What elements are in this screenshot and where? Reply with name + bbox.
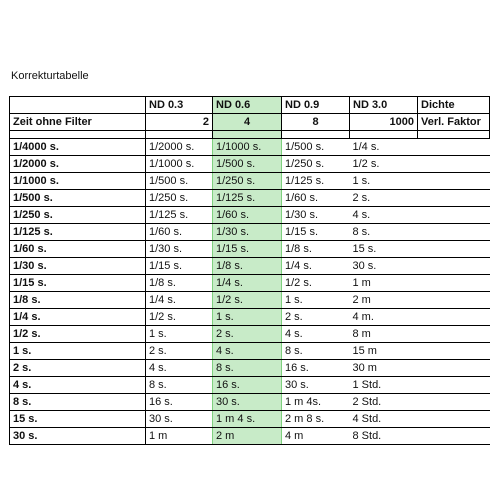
- time-cell: 2 s.: [10, 360, 146, 377]
- header-cell: Zeit ohne Filter: [10, 114, 146, 131]
- table-row: [10, 428, 490, 445]
- value-cell: 1/125 s.: [213, 190, 282, 207]
- value-cell: [418, 224, 490, 241]
- value-cell: 30 m: [350, 360, 418, 377]
- time-cell: 1/250 s.: [10, 207, 146, 224]
- table-row: [10, 360, 490, 377]
- value-cell: 2 s.: [282, 309, 350, 326]
- header-cell: 4: [213, 114, 282, 131]
- value-cell: 1/60 s.: [282, 190, 350, 207]
- value-cell: 2 s.: [146, 343, 213, 360]
- time-cell: 4 s.: [10, 377, 146, 394]
- correction-table-container: [9, 96, 489, 445]
- value-cell: 1 s.: [282, 292, 350, 309]
- value-cell: 1/2 s.: [350, 156, 418, 173]
- value-cell: 1/4 s.: [282, 258, 350, 275]
- value-cell: 1/60 s.: [146, 224, 213, 241]
- value-cell: 30 s.: [282, 377, 350, 394]
- header-cell: 2: [146, 114, 213, 131]
- value-cell: 1/500 s.: [146, 173, 213, 190]
- table-row: [10, 309, 490, 326]
- time-cell: 1/2000 s.: [10, 156, 146, 173]
- value-cell: [418, 428, 490, 445]
- table-row: [10, 411, 490, 428]
- value-cell: 4 s.: [146, 360, 213, 377]
- header-cell: 1000: [350, 114, 418, 131]
- value-cell: [418, 139, 490, 156]
- value-cell: [418, 309, 490, 326]
- table-row: [10, 326, 490, 343]
- value-cell: 8 Std.: [350, 428, 418, 445]
- value-cell: 1/1000 s.: [146, 156, 213, 173]
- value-cell: 1/125 s.: [146, 207, 213, 224]
- value-cell: 4 m.: [350, 309, 418, 326]
- table-row: [10, 156, 490, 173]
- value-cell: 2 s.: [350, 190, 418, 207]
- value-cell: [418, 241, 490, 258]
- value-cell: 1/8 s.: [146, 275, 213, 292]
- value-cell: 30 s.: [350, 258, 418, 275]
- header-cell: Dichte: [418, 97, 490, 114]
- time-cell: 1/2 s.: [10, 326, 146, 343]
- value-cell: [418, 343, 490, 360]
- value-cell: 1 s.: [350, 173, 418, 190]
- value-cell: 8 s.: [282, 343, 350, 360]
- value-cell: 1/30 s.: [146, 241, 213, 258]
- spacer-row: [10, 131, 490, 139]
- time-cell: 1 s.: [10, 343, 146, 360]
- value-cell: [418, 394, 490, 411]
- time-cell: 15 s.: [10, 411, 146, 428]
- value-cell: 1/2 s.: [146, 309, 213, 326]
- page-title: Korrekturtabelle: [11, 70, 89, 82]
- table-row: [10, 224, 490, 241]
- value-cell: 1/500 s.: [282, 139, 350, 156]
- time-cell: 1/15 s.: [10, 275, 146, 292]
- value-cell: [418, 326, 490, 343]
- value-cell: 1 m: [146, 428, 213, 445]
- value-cell: 1/60 s.: [213, 207, 282, 224]
- time-cell: 1/125 s.: [10, 224, 146, 241]
- value-cell: [418, 275, 490, 292]
- time-cell: 30 s.: [10, 428, 146, 445]
- value-cell: [418, 411, 490, 428]
- value-cell: 8 m: [350, 326, 418, 343]
- value-cell: 4 s.: [282, 326, 350, 343]
- table-row: [10, 207, 490, 224]
- value-cell: [418, 292, 490, 309]
- value-cell: 2 s.: [213, 326, 282, 343]
- time-cell: 1/4 s.: [10, 309, 146, 326]
- header-cell: ND 3.0: [350, 97, 418, 114]
- value-cell: 1 Std.: [350, 377, 418, 394]
- value-cell: 1/250 s.: [146, 190, 213, 207]
- value-cell: 1/500 s.: [213, 156, 282, 173]
- value-cell: 1/1000 s.: [213, 139, 282, 156]
- value-cell: 30 s.: [213, 394, 282, 411]
- value-cell: 8 s.: [213, 360, 282, 377]
- value-cell: 1/125 s.: [282, 173, 350, 190]
- value-cell: 8 s.: [146, 377, 213, 394]
- value-cell: 4 m: [282, 428, 350, 445]
- header-cell: Verl. Faktor: [418, 114, 490, 131]
- time-cell: 1/500 s.: [10, 190, 146, 207]
- value-cell: 1/250 s.: [282, 156, 350, 173]
- value-cell: 1 s.: [146, 326, 213, 343]
- value-cell: 1/2 s.: [282, 275, 350, 292]
- value-cell: 1 m 4s.: [282, 394, 350, 411]
- value-cell: 4 s.: [350, 207, 418, 224]
- header-cell: [10, 97, 146, 114]
- value-cell: [418, 190, 490, 207]
- time-cell: 1/8 s.: [10, 292, 146, 309]
- value-cell: [418, 377, 490, 394]
- table-row: [10, 258, 490, 275]
- header-cell: ND 0.6: [213, 97, 282, 114]
- value-cell: 1/8 s.: [282, 241, 350, 258]
- table-row: [10, 292, 490, 309]
- header-cell: 8: [282, 114, 350, 131]
- value-cell: 15 s.: [350, 241, 418, 258]
- time-cell: 1/60 s.: [10, 241, 146, 258]
- value-cell: [418, 173, 490, 190]
- value-cell: 1 m: [350, 275, 418, 292]
- value-cell: 1 s.: [213, 309, 282, 326]
- value-cell: [418, 360, 490, 377]
- value-cell: 16 s.: [213, 377, 282, 394]
- value-cell: 1/4 s.: [213, 275, 282, 292]
- value-cell: 1/15 s.: [146, 258, 213, 275]
- value-cell: 1/250 s.: [213, 173, 282, 190]
- value-cell: [418, 156, 490, 173]
- value-cell: [418, 258, 490, 275]
- value-cell: 1/15 s.: [213, 241, 282, 258]
- table-row: [10, 241, 490, 258]
- value-cell: 15 m: [350, 343, 418, 360]
- table-row: [10, 275, 490, 292]
- header-cell: ND 0.9: [282, 97, 350, 114]
- value-cell: 1/4 s.: [350, 139, 418, 156]
- correction-table: [9, 96, 490, 445]
- value-cell: 2 m 8 s.: [282, 411, 350, 428]
- table-row: [10, 394, 490, 411]
- value-cell: 4 s.: [213, 343, 282, 360]
- time-cell: 1/30 s.: [10, 258, 146, 275]
- value-cell: 1/30 s.: [282, 207, 350, 224]
- time-cell: 8 s.: [10, 394, 146, 411]
- value-cell: 2 Std.: [350, 394, 418, 411]
- value-cell: 1/2000 s.: [146, 139, 213, 156]
- table-row: [10, 190, 490, 207]
- value-cell: 2 m: [350, 292, 418, 309]
- header-row-filters: [10, 97, 490, 114]
- value-cell: 1/8 s.: [213, 258, 282, 275]
- value-cell: 1/4 s.: [146, 292, 213, 309]
- value-cell: 16 s.: [282, 360, 350, 377]
- value-cell: 16 s.: [146, 394, 213, 411]
- table-row: [10, 139, 490, 156]
- time-cell: 1/4000 s.: [10, 139, 146, 156]
- value-cell: 1 m 4 s.: [213, 411, 282, 428]
- value-cell: 8 s.: [350, 224, 418, 241]
- value-cell: [418, 207, 490, 224]
- table-row: [10, 343, 490, 360]
- table-row: [10, 173, 490, 190]
- value-cell: 4 Std.: [350, 411, 418, 428]
- value-cell: 2 m: [213, 428, 282, 445]
- time-cell: 1/1000 s.: [10, 173, 146, 190]
- value-cell: 1/15 s.: [282, 224, 350, 241]
- value-cell: 1/30 s.: [213, 224, 282, 241]
- header-cell: ND 0.3: [146, 97, 213, 114]
- header-row-factors: [10, 114, 490, 131]
- value-cell: 30 s.: [146, 411, 213, 428]
- table-row: [10, 377, 490, 394]
- value-cell: 1/2 s.: [213, 292, 282, 309]
